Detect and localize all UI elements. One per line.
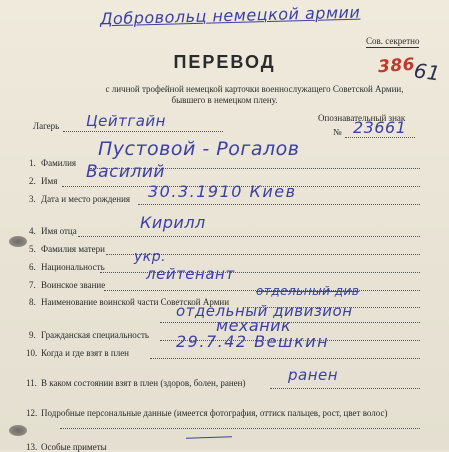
field-10-underline	[150, 358, 420, 359]
field-1-number: 1.	[29, 158, 36, 168]
field-2-label: Имя	[41, 176, 58, 186]
field-4-underline	[78, 236, 420, 237]
field-9-value: механик	[216, 316, 292, 335]
id-mark-label: Опознавательный знак	[318, 113, 406, 123]
subtitle-line-2: бывшего в немецком плену.	[171, 95, 278, 105]
field-4-number: 4.	[29, 226, 36, 236]
camp-underline	[63, 131, 223, 132]
field-4-label: Имя отца	[41, 226, 77, 236]
document-title: ПЕРЕВОД	[173, 52, 276, 72]
field-12-ink-stroke	[186, 436, 232, 439]
field-2-value: Василий	[86, 162, 165, 182]
field-2-number: 2.	[29, 176, 36, 186]
field-8-value-struck: отдельный див	[256, 284, 360, 298]
field-6-value: укр.	[134, 249, 167, 265]
field-13-number: 13.	[26, 442, 38, 452]
id-number-prefix: №	[333, 127, 342, 137]
field-13-label: Особые приметы	[41, 442, 107, 452]
field-8-value-line-2: отдельный дивизион	[176, 302, 353, 320]
field-7-value: лейтенант	[146, 265, 235, 283]
field-3-number: 3.	[29, 194, 36, 204]
field-10-number: 10.	[26, 348, 38, 358]
secret-label: Сов. секретно	[366, 36, 420, 46]
field-3-label: Дата и место рождения	[41, 194, 131, 204]
field-10-value: 29.7.42 Вешкин	[176, 332, 330, 351]
subtitle-line-1: с личной трофейной немецкой карточки военнослужащего Советской Армии,	[105, 84, 404, 94]
field-7-label: Воинское звание	[41, 280, 106, 290]
field-11-label: В каком состоянии взят в плен (здоров, болен, ранен)	[41, 378, 246, 388]
field-11-number: 11.	[26, 378, 37, 388]
field-12-underline	[60, 428, 420, 429]
field-12-label: Подробные персональные данные (имеется фотография, оттиск пальцев, рост, цвет волос)	[41, 408, 388, 418]
field-3-underline	[138, 204, 420, 205]
field-9-number: 9.	[29, 330, 36, 340]
red-stamp-number: 386	[377, 54, 416, 78]
field-1-label: Фамилия	[41, 158, 77, 168]
handwritten-top-note: Добровольц немецкой армии	[99, 2, 361, 29]
id-number-value: 23661	[353, 118, 407, 137]
field-5-number: 5.	[29, 244, 36, 254]
punch-hole-lower	[9, 425, 27, 436]
field-5-label: Фамилия матери	[41, 244, 105, 254]
field-11-value: ранен	[288, 366, 339, 384]
field-11-underline	[270, 388, 420, 389]
field-3-value: 30.3.1910 Киев	[148, 182, 297, 201]
field-7-number: 7.	[29, 280, 36, 290]
field-10-label: Когда и где взят в плен	[41, 348, 130, 358]
id-number-underline	[345, 137, 415, 138]
field-4-value: Кирилл	[140, 213, 206, 232]
camp-label: Лагерь	[33, 121, 60, 131]
camp-value: Цейтгайн	[86, 112, 166, 130]
field-6-label: Национальность	[41, 262, 105, 272]
field-12-number: 12.	[26, 408, 38, 418]
field-1-value: Пустовой - Рогалов	[98, 138, 300, 160]
punch-hole-upper	[9, 236, 27, 247]
field-8-number: 8.	[29, 297, 36, 307]
field-8-label: Наименование воинской части Советской Армии	[41, 297, 230, 307]
field-6-number: 6.	[29, 262, 36, 272]
stamp-mark: 61	[412, 58, 442, 86]
field-9-label: Гражданская специальность	[41, 330, 150, 340]
